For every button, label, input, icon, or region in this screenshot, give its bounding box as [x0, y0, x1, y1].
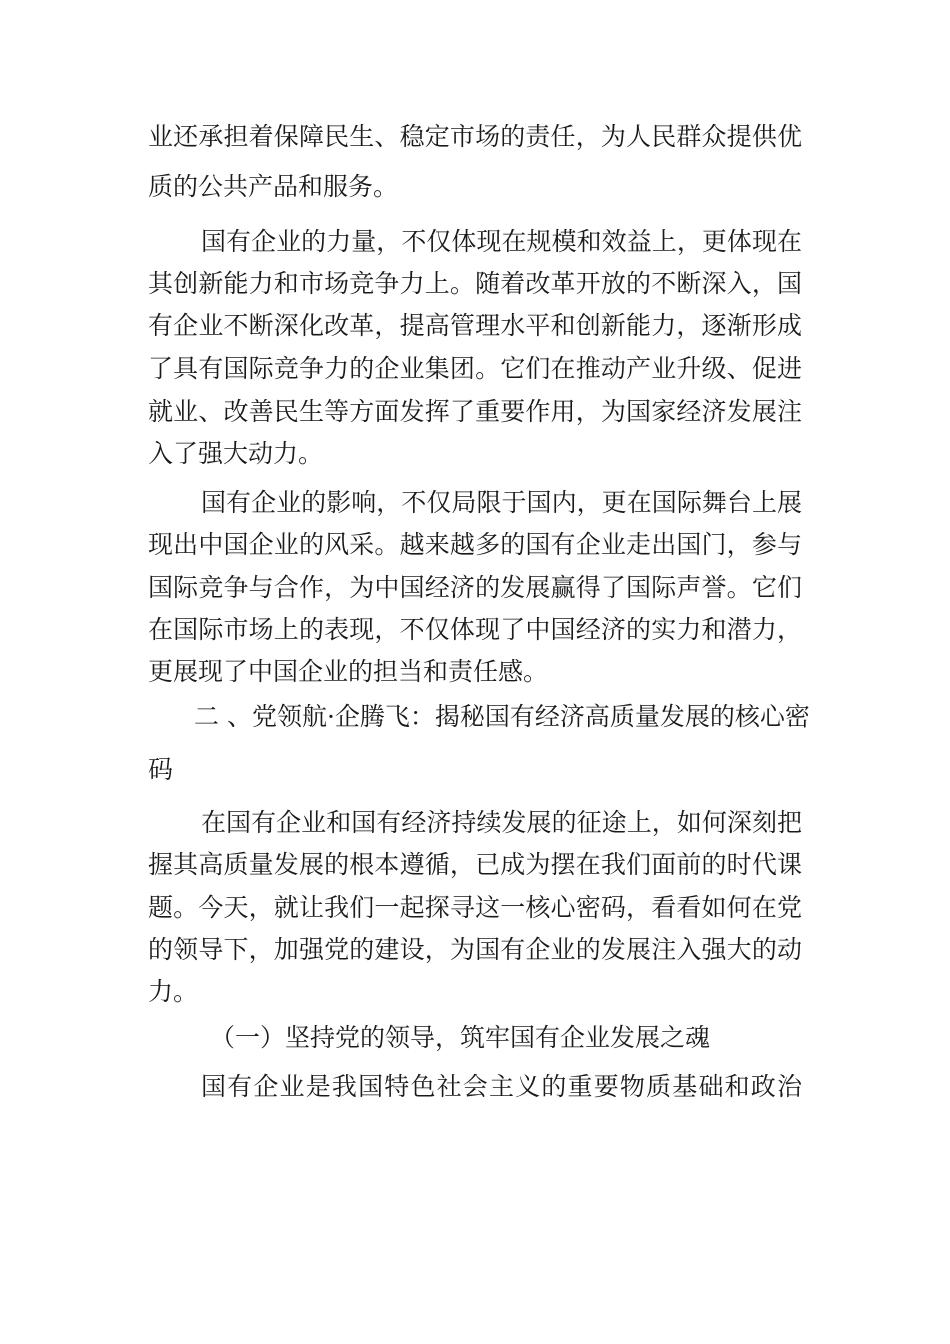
paragraph-line: 了具有国际竞争力的企业集团。它们在推动产业升级、促进 — [148, 354, 802, 383]
paragraph-line: 在国际市场上的表现，不仅体现了中国经济的实力和潜力， — [148, 615, 802, 644]
section-heading: 码 — [148, 755, 174, 784]
paragraph-line: 的领导下，加强党的建设，为国有企业的发展注入强大的动 — [148, 935, 802, 964]
paragraph-line: 国有企业的力量，不仅体现在规模和效益上，更体现在 — [201, 227, 802, 256]
paragraph-line: 在国有企业和国有经济持续发展的征途上，如何深刻把 — [201, 808, 802, 837]
paragraph-line: 现出中国企业的风采。越来越多的国有企业走出国门，参与 — [148, 530, 802, 559]
paragraph-line: 就业、改善民生等方面发挥了重要作用，为国家经济发展注 — [148, 397, 802, 426]
paragraph-line: 握其高质量发展的根本遵循，已成为摆在我们面前的时代课 — [148, 850, 802, 879]
paragraph-line: 力。 — [148, 977, 199, 1006]
paragraph-line: 国有企业的影响，不仅局限于国内，更在国际舞台上展 — [201, 488, 802, 517]
paragraph-line: 业还承担着保障民生、稳定市场的责任，为人民群众提供优 — [148, 122, 802, 151]
paragraph-line: 国际竞争与合作，为中国经济的发展赢得了国际声誉。它们 — [148, 573, 802, 602]
subheading: （一）坚持党的领导，筑牢国有企业发展之魂 — [210, 1023, 711, 1052]
paragraph-line: 入了强大动力。 — [148, 439, 324, 468]
paragraph-line: 题。今天，就让我们一起探寻这一核心密码，看看如何在党 — [148, 893, 802, 922]
paragraph-line: 其创新能力和市场竞争力上。随着改革开放的不断深入，国 — [148, 269, 802, 298]
section-heading: 二 、党领航·企腾飞：揭秘国有经济高质量发展的核心密 — [194, 702, 810, 731]
paragraph-line: 质的公共产品和服务。 — [148, 172, 399, 201]
paragraph-line: 国有企业是我国特色社会主义的重要物质基础和政治 — [201, 1072, 802, 1101]
paragraph-line: 有企业不断深化改革，提高管理水平和创新能力，逐渐形成 — [148, 311, 802, 340]
paragraph-line: 更展现了中国企业的担当和责任感。 — [148, 657, 549, 686]
